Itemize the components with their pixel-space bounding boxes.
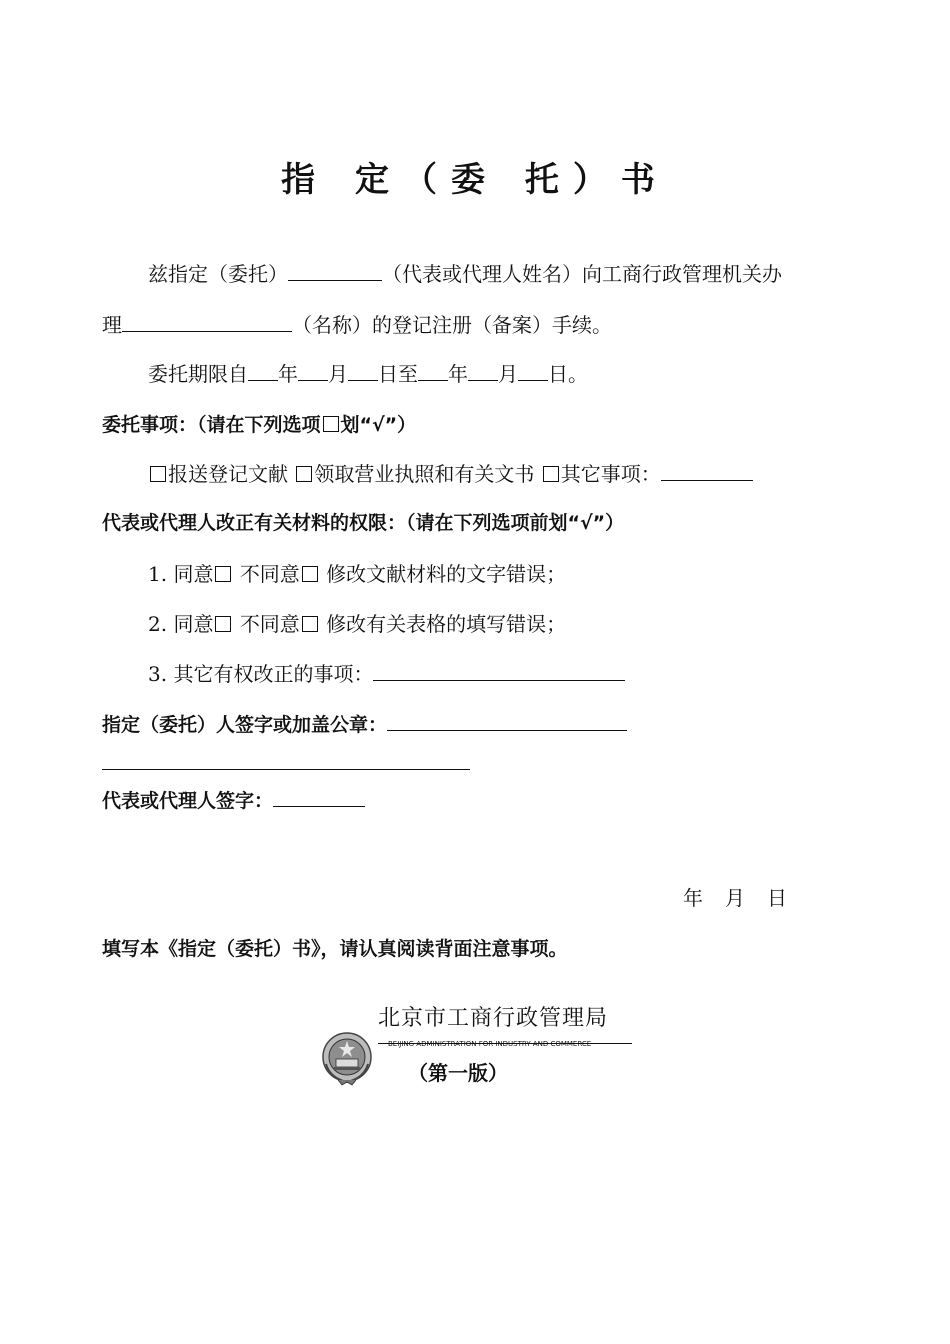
- company-name-field[interactable]: [122, 313, 292, 332]
- appointment-text-c: 理: [102, 313, 122, 337]
- start-year-field[interactable]: [248, 362, 278, 381]
- matters-heading: [102, 410, 416, 437]
- rights-item-1-mid: 不同意: [239, 562, 300, 586]
- appointment-line-2: [102, 309, 612, 338]
- rights-heading: 代表或代理人改正有关材料的权限：（请在下列选项前划“√”）: [102, 512, 625, 534]
- checkbox-agree-1[interactable]: [215, 566, 231, 582]
- matters-heading-text: 委托事项：（请在下列选项: [102, 414, 321, 436]
- rights-item-1-tail: 修改文献材料的文字错误；: [326, 562, 567, 586]
- principal-signature-label: 指定（委托）人签字或加盖公章：: [102, 714, 388, 736]
- principal-signature-row: [102, 710, 627, 737]
- rights-item-2-prefix: 2. 同意: [148, 612, 214, 636]
- issuer-english-name: BEIJING ADMINISTRATION FOR INDUSTRY AND COMMERCE: [388, 1040, 592, 1048]
- start-month-field[interactable]: [298, 362, 328, 381]
- issuer-name: 北京市工商行政管理局: [378, 1006, 609, 1031]
- matters-heading-tail: 划“√”）: [340, 414, 417, 436]
- checkbox-agree-2[interactable]: [215, 616, 231, 632]
- rights-item-1-prefix: 1. 同意: [148, 562, 214, 586]
- option-collect-license: 领取营业执照和有关文书: [314, 462, 535, 486]
- appointment-text-b: （代表或代理人姓名）向工商行政管理机关办: [382, 262, 782, 286]
- rights-item-2-mid: 不同意: [239, 612, 300, 636]
- date-year-label: 年: [683, 886, 703, 910]
- option-other-matters: 其它事项：: [560, 462, 661, 486]
- checkbox-submit-docs[interactable]: [150, 466, 166, 482]
- period-month-1: 月: [328, 362, 348, 386]
- start-day-field[interactable]: [348, 362, 378, 381]
- date-month-label: 月: [725, 886, 745, 910]
- agent-signature-row: [102, 786, 365, 813]
- appointment-text-a: 兹指定（委托）: [148, 262, 288, 286]
- checkbox-disagree-1[interactable]: [302, 566, 318, 582]
- other-rights-field[interactable]: [373, 662, 625, 681]
- rights-item-2: [148, 608, 566, 637]
- reading-notice: 填写本《指定（委托）书》，请认真阅读背面注意事项。: [102, 938, 568, 960]
- matters-options: [148, 458, 753, 487]
- principal-signature-field[interactable]: [387, 712, 627, 731]
- rights-item-1: [148, 558, 566, 587]
- agent-signature-field[interactable]: [273, 788, 365, 807]
- signing-date: [683, 882, 787, 911]
- date-day-label: 日: [767, 886, 787, 910]
- signature-continuation-line[interactable]: [102, 769, 470, 770]
- option-submit-docs: 报送登记文献: [168, 462, 288, 486]
- end-month-field[interactable]: [468, 362, 498, 381]
- period-line: [148, 358, 588, 387]
- appointment-text-d: （名称）的登记注册（备案）手续。: [292, 313, 612, 337]
- end-year-field[interactable]: [418, 362, 448, 381]
- period-year-2: 年: [448, 362, 468, 386]
- national-emblem-icon: [320, 1030, 374, 1086]
- checkbox-other-matters[interactable]: [543, 466, 559, 482]
- period-month-2: 月: [498, 362, 518, 386]
- checkbox-sample-icon: [323, 416, 339, 432]
- rights-item-3-text: 3. 其它有权改正的事项：: [148, 662, 374, 686]
- checkbox-collect-license[interactable]: [296, 466, 312, 482]
- edition-label: （第一版）: [408, 1061, 508, 1085]
- checkbox-disagree-2[interactable]: [302, 616, 318, 632]
- period-day-2: 日。: [548, 362, 588, 386]
- other-matters-field[interactable]: [661, 462, 753, 481]
- end-day-field[interactable]: [518, 362, 548, 381]
- document-title: 指 定（委 托）书: [281, 160, 669, 200]
- representative-name-field[interactable]: [288, 262, 382, 281]
- rights-item-3: [148, 658, 625, 687]
- agent-signature-label: 代表或代理人签字：: [102, 790, 274, 812]
- period-day-1: 日至: [378, 362, 418, 386]
- appointment-line-1: [148, 258, 782, 287]
- rights-item-2-tail: 修改有关表格的填写错误；: [326, 612, 567, 636]
- period-year-1: 年: [278, 362, 298, 386]
- period-prefix: 委托期限自: [148, 362, 248, 386]
